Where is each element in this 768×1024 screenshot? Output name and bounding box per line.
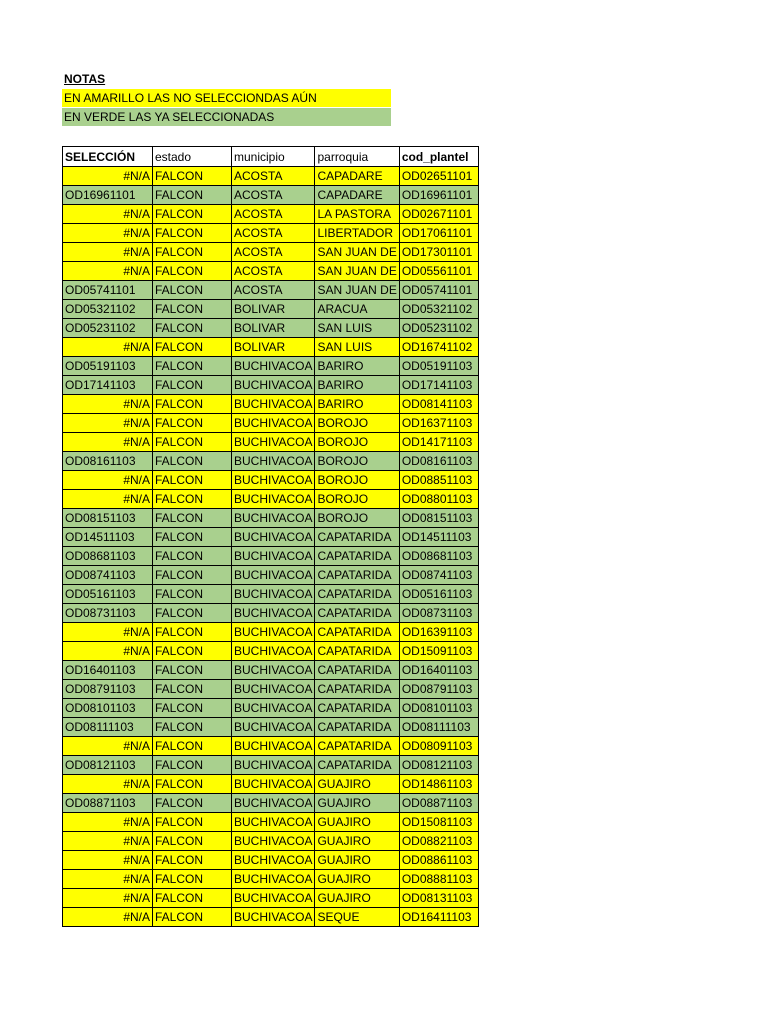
cell-estado[interactable]: FALCON: [153, 414, 232, 433]
cell-municipio[interactable]: BUCHIVACOA: [232, 851, 315, 870]
cell-estado[interactable]: FALCON: [153, 908, 232, 927]
cell-municipio[interactable]: ACOSTA: [232, 243, 315, 262]
cell-estado[interactable]: FALCON: [153, 623, 232, 642]
table-row: [63, 547, 479, 566]
cell-estado[interactable]: FALCON: [153, 680, 232, 699]
cell-estado[interactable]: FALCON: [153, 452, 232, 471]
cell-parroquia[interactable]: BOROJO: [315, 471, 399, 490]
cell-cod-plantel[interactable]: OD16371103: [399, 414, 478, 433]
cell-cod-plantel[interactable]: OD17061101: [399, 224, 478, 243]
cell-cod-plantel[interactable]: OD14171103: [399, 433, 478, 452]
cell-estado[interactable]: FALCON: [153, 737, 232, 756]
header-cod-plantel[interactable]: cod_plantel: [399, 147, 478, 167]
cell-seleccion[interactable]: #N/A: [63, 395, 153, 414]
cell-parroquia[interactable]: LA PASTORA: [315, 205, 399, 224]
table-row: [63, 680, 479, 699]
cell-seleccion[interactable]: OD05161103: [63, 585, 153, 604]
table-row: [63, 661, 479, 680]
cell-cod-plantel[interactable]: OD05161103: [399, 585, 478, 604]
cell-municipio[interactable]: ACOSTA: [232, 281, 315, 300]
cell-cod-plantel[interactable]: OD14861103: [399, 775, 478, 794]
cell-cod-plantel[interactable]: OD08731103: [399, 604, 478, 623]
table-row: [63, 167, 479, 186]
cell-parroquia[interactable]: GUAJIRO: [315, 813, 399, 832]
cell-municipio[interactable]: BUCHIVACOA: [232, 813, 315, 832]
cell-parroquia[interactable]: CAPATARIDA: [315, 547, 399, 566]
cell-seleccion[interactable]: #N/A: [63, 262, 153, 281]
cell-cod-plantel[interactable]: OD08861103: [399, 851, 478, 870]
cell-estado[interactable]: FALCON: [153, 224, 232, 243]
cell-seleccion[interactable]: #N/A: [63, 642, 153, 661]
table-row: [63, 870, 479, 889]
table-row: [63, 319, 479, 338]
cell-seleccion[interactable]: #N/A: [63, 224, 153, 243]
cell-parroquia[interactable]: SAN JUAN DE: [315, 281, 399, 300]
cell-estado[interactable]: FALCON: [153, 699, 232, 718]
cell-seleccion[interactable]: OD05231102: [63, 319, 153, 338]
cell-estado[interactable]: FALCON: [153, 604, 232, 623]
cell-seleccion[interactable]: #N/A: [63, 623, 153, 642]
cell-parroquia[interactable]: CAPADARE: [315, 186, 399, 205]
cell-municipio[interactable]: BUCHIVACOA: [232, 357, 315, 376]
cell-cod-plantel[interactable]: OD08851103: [399, 471, 478, 490]
cell-municipio[interactable]: BUCHIVACOA: [232, 623, 315, 642]
table-row: [63, 699, 479, 718]
cell-seleccion[interactable]: #N/A: [63, 870, 153, 889]
cell-seleccion[interactable]: OD08791103: [63, 680, 153, 699]
cell-cod-plantel[interactable]: OD15081103: [399, 813, 478, 832]
cell-estado[interactable]: FALCON: [153, 889, 232, 908]
table-row: [63, 813, 479, 832]
cell-parroquia[interactable]: SAN JUAN DE: [315, 262, 399, 281]
cell-estado[interactable]: FALCON: [153, 794, 232, 813]
cell-estado[interactable]: FALCON: [153, 566, 232, 585]
cell-municipio[interactable]: BUCHIVACOA: [232, 642, 315, 661]
cell-seleccion[interactable]: OD08121103: [63, 756, 153, 775]
cell-parroquia[interactable]: CAPATARIDA: [315, 566, 399, 585]
cell-cod-plantel[interactable]: OD14511103: [399, 528, 478, 547]
table-row: [63, 357, 479, 376]
cell-cod-plantel[interactable]: OD08801103: [399, 490, 478, 509]
cell-cod-plantel[interactable]: OD05231102: [399, 319, 478, 338]
cell-parroquia[interactable]: CAPATARIDA: [315, 585, 399, 604]
cell-estado[interactable]: FALCON: [153, 661, 232, 680]
cell-municipio[interactable]: BUCHIVACOA: [232, 661, 315, 680]
cell-cod-plantel[interactable]: OD08791103: [399, 680, 478, 699]
cell-parroquia[interactable]: BOROJO: [315, 433, 399, 452]
note-yellow-legend: EN AMARILLO LAS NO SELECCIONDAS AÚN: [62, 89, 391, 107]
cell-estado[interactable]: FALCON: [153, 319, 232, 338]
cell-cod-plantel[interactable]: OD05191103: [399, 357, 478, 376]
cell-municipio[interactable]: BUCHIVACOA: [232, 718, 315, 737]
cell-parroquia[interactable]: BOROJO: [315, 452, 399, 471]
cell-cod-plantel[interactable]: OD08141103: [399, 395, 478, 414]
cell-estado[interactable]: FALCON: [153, 167, 232, 186]
cell-parroquia[interactable]: ARACUA: [315, 300, 399, 319]
cell-municipio[interactable]: BUCHIVACOA: [232, 737, 315, 756]
cell-cod-plantel[interactable]: OD05741101: [399, 281, 478, 300]
header-seleccion[interactable]: SELECCIÓN: [63, 147, 153, 167]
table-row: [63, 281, 479, 300]
planteles-table: [62, 146, 479, 927]
cell-estado[interactable]: FALCON: [153, 338, 232, 357]
table-row: [63, 433, 479, 452]
cell-municipio[interactable]: ACOSTA: [232, 186, 315, 205]
cell-seleccion[interactable]: OD08161103: [63, 452, 153, 471]
cell-parroquia[interactable]: BARIRO: [315, 395, 399, 414]
table-row: [63, 756, 479, 775]
table-row: [63, 262, 479, 281]
cell-parroquia[interactable]: CAPATARIDA: [315, 604, 399, 623]
cell-estado[interactable]: FALCON: [153, 813, 232, 832]
cell-seleccion[interactable]: OD16961101: [63, 186, 153, 205]
cell-parroquia[interactable]: BOROJO: [315, 509, 399, 528]
cell-parroquia[interactable]: CAPADARE: [315, 167, 399, 186]
cell-municipio[interactable]: BOLIVAR: [232, 300, 315, 319]
table-row: [63, 224, 479, 243]
table-row: [63, 243, 479, 262]
table-row: [63, 832, 479, 851]
table-row: [63, 376, 479, 395]
cell-municipio[interactable]: ACOSTA: [232, 167, 315, 186]
cell-seleccion[interactable]: OD08731103: [63, 604, 153, 623]
cell-seleccion[interactable]: OD05321102: [63, 300, 153, 319]
cell-parroquia[interactable]: CAPATARIDA: [315, 642, 399, 661]
cell-estado[interactable]: FALCON: [153, 528, 232, 547]
table-row: [63, 737, 479, 756]
cell-cod-plantel[interactable]: OD05321102: [399, 300, 478, 319]
cell-municipio[interactable]: BUCHIVACOA: [232, 870, 315, 889]
cell-municipio[interactable]: BUCHIVACOA: [232, 433, 315, 452]
table-row: [63, 300, 479, 319]
cell-seleccion[interactable]: #N/A: [63, 889, 153, 908]
cell-cod-plantel[interactable]: OD16411103: [399, 908, 478, 927]
cell-municipio[interactable]: BUCHIVACOA: [232, 680, 315, 699]
cell-seleccion[interactable]: OD08101103: [63, 699, 153, 718]
cell-parroquia[interactable]: BOROJO: [315, 490, 399, 509]
cell-municipio[interactable]: BUCHIVACOA: [232, 604, 315, 623]
cell-seleccion[interactable]: OD16401103: [63, 661, 153, 680]
cell-estado[interactable]: FALCON: [153, 756, 232, 775]
cell-estado[interactable]: FALCON: [153, 376, 232, 395]
cell-seleccion[interactable]: #N/A: [63, 471, 153, 490]
cell-estado[interactable]: FALCON: [153, 585, 232, 604]
cell-seleccion[interactable]: OD08681103: [63, 547, 153, 566]
cell-municipio[interactable]: BUCHIVACOA: [232, 756, 315, 775]
notes-title: NOTAS: [64, 72, 106, 86]
cell-seleccion[interactable]: #N/A: [63, 832, 153, 851]
cell-estado[interactable]: FALCON: [153, 186, 232, 205]
cell-municipio[interactable]: BUCHIVACOA: [232, 566, 315, 585]
cell-municipio[interactable]: BUCHIVACOA: [232, 832, 315, 851]
table-row: [63, 851, 479, 870]
table-row: [63, 775, 479, 794]
cell-cod-plantel[interactable]: OD08121103: [399, 756, 478, 775]
cell-cod-plantel[interactable]: OD05561101: [399, 262, 478, 281]
cell-parroquia[interactable]: CAPATARIDA: [315, 623, 399, 642]
cell-seleccion[interactable]: #N/A: [63, 775, 153, 794]
cell-cod-plantel[interactable]: OD08741103: [399, 566, 478, 585]
table-row: [63, 794, 479, 813]
cell-parroquia[interactable]: CAPATARIDA: [315, 737, 399, 756]
cell-cod-plantel[interactable]: OD08821103: [399, 832, 478, 851]
cell-estado[interactable]: FALCON: [153, 832, 232, 851]
table-row: [63, 471, 479, 490]
cell-parroquia[interactable]: GUAJIRO: [315, 851, 399, 870]
cell-cod-plantel[interactable]: OD17141103: [399, 376, 478, 395]
cell-seleccion[interactable]: #N/A: [63, 851, 153, 870]
cell-cod-plantel[interactable]: OD16391103: [399, 623, 478, 642]
cell-municipio[interactable]: BUCHIVACOA: [232, 490, 315, 509]
cell-cod-plantel[interactable]: OD08871103: [399, 794, 478, 813]
cell-estado[interactable]: FALCON: [153, 281, 232, 300]
cell-estado[interactable]: FALCON: [153, 243, 232, 262]
cell-municipio[interactable]: BOLIVAR: [232, 338, 315, 357]
table-row: [63, 338, 479, 357]
cell-parroquia[interactable]: CAPATARIDA: [315, 699, 399, 718]
table-body: [63, 167, 479, 927]
cell-estado[interactable]: FALCON: [153, 471, 232, 490]
cell-municipio[interactable]: BUCHIVACOA: [232, 889, 315, 908]
cell-municipio[interactable]: ACOSTA: [232, 262, 315, 281]
table-row: [63, 509, 479, 528]
cell-seleccion[interactable]: OD08111103: [63, 718, 153, 737]
cell-municipio[interactable]: BUCHIVACOA: [232, 471, 315, 490]
table-row: [63, 528, 479, 547]
table-row: [63, 186, 479, 205]
cell-parroquia[interactable]: GUAJIRO: [315, 775, 399, 794]
cell-parroquia[interactable]: CAPATARIDA: [315, 528, 399, 547]
cell-estado[interactable]: FALCON: [153, 870, 232, 889]
cell-seleccion[interactable]: #N/A: [63, 490, 153, 509]
cell-estado[interactable]: FALCON: [153, 357, 232, 376]
cell-seleccion[interactable]: #N/A: [63, 813, 153, 832]
cell-cod-plantel[interactable]: OD02671101: [399, 205, 478, 224]
cell-parroquia[interactable]: GUAJIRO: [315, 889, 399, 908]
cell-seleccion[interactable]: #N/A: [63, 433, 153, 452]
header-parroquia[interactable]: parroquia: [315, 147, 399, 167]
cell-estado[interactable]: FALCON: [153, 547, 232, 566]
cell-seleccion[interactable]: #N/A: [63, 205, 153, 224]
cell-municipio[interactable]: BUCHIVACOA: [232, 585, 315, 604]
cell-municipio[interactable]: BUCHIVACOA: [232, 528, 315, 547]
cell-seleccion[interactable]: #N/A: [63, 737, 153, 756]
cell-seleccion[interactable]: #N/A: [63, 243, 153, 262]
cell-estado[interactable]: FALCON: [153, 262, 232, 281]
cell-seleccion[interactable]: OD08741103: [63, 566, 153, 585]
cell-cod-plantel[interactable]: OD17301101: [399, 243, 478, 262]
cell-municipio[interactable]: BUCHIVACOA: [232, 395, 315, 414]
cell-estado[interactable]: FALCON: [153, 433, 232, 452]
cell-parroquia[interactable]: SEQUE: [315, 908, 399, 927]
cell-estado[interactable]: FALCON: [153, 851, 232, 870]
cell-seleccion[interactable]: OD17141103: [63, 376, 153, 395]
cell-seleccion[interactable]: #N/A: [63, 908, 153, 927]
table-row: [63, 604, 479, 623]
cell-cod-plantel[interactable]: OD08681103: [399, 547, 478, 566]
cell-parroquia[interactable]: GUAJIRO: [315, 870, 399, 889]
cell-municipio[interactable]: ACOSTA: [232, 205, 315, 224]
cell-municipio[interactable]: BUCHIVACOA: [232, 908, 315, 927]
cell-parroquia[interactable]: BARIRO: [315, 376, 399, 395]
cell-parroquia[interactable]: CAPATARIDA: [315, 661, 399, 680]
cell-parroquia[interactable]: CAPATARIDA: [315, 718, 399, 737]
table-row: [63, 908, 479, 927]
cell-cod-plantel[interactable]: OD16741102: [399, 338, 478, 357]
cell-cod-plantel[interactable]: OD08091103: [399, 737, 478, 756]
cell-seleccion[interactable]: OD08151103: [63, 509, 153, 528]
cell-parroquia[interactable]: SAN LUIS: [315, 319, 399, 338]
cell-parroquia[interactable]: GUAJIRO: [315, 794, 399, 813]
cell-seleccion[interactable]: OD08871103: [63, 794, 153, 813]
header-row: [63, 147, 479, 167]
cell-municipio[interactable]: BUCHIVACOA: [232, 699, 315, 718]
cell-estado[interactable]: FALCON: [153, 775, 232, 794]
cell-cod-plantel[interactable]: OD08111103: [399, 718, 478, 737]
cell-estado[interactable]: FALCON: [153, 642, 232, 661]
cell-municipio[interactable]: BUCHIVACOA: [232, 452, 315, 471]
cell-municipio[interactable]: BUCHIVACOA: [232, 794, 315, 813]
cell-parroquia[interactable]: CAPATARIDA: [315, 680, 399, 699]
table-row: [63, 623, 479, 642]
cell-municipio[interactable]: BUCHIVACOA: [232, 509, 315, 528]
cell-seleccion[interactable]: OD05741101: [63, 281, 153, 300]
notes-section: [62, 70, 391, 127]
cell-municipio[interactable]: BUCHIVACOA: [232, 547, 315, 566]
cell-seleccion[interactable]: #N/A: [63, 338, 153, 357]
cell-estado[interactable]: FALCON: [153, 395, 232, 414]
table-row: [63, 889, 479, 908]
table-row: [63, 452, 479, 471]
cell-municipio[interactable]: BUCHIVACOA: [232, 775, 315, 794]
cell-cod-plantel[interactable]: OD08131103: [399, 889, 478, 908]
cell-parroquia[interactable]: SAN JUAN DE: [315, 243, 399, 262]
table-row: [63, 585, 479, 604]
cell-cod-plantel[interactable]: OD08101103: [399, 699, 478, 718]
note-green-legend: EN VERDE LAS YA SELECCIONADAS: [62, 108, 391, 126]
table-row: [63, 566, 479, 585]
cell-parroquia[interactable]: BOROJO: [315, 414, 399, 433]
header-municipio[interactable]: municipio: [232, 147, 315, 167]
cell-municipio[interactable]: BUCHIVACOA: [232, 414, 315, 433]
cell-estado[interactable]: FALCON: [153, 490, 232, 509]
cell-cod-plantel[interactable]: OD16961101: [399, 186, 478, 205]
table-row: [63, 642, 479, 661]
cell-estado[interactable]: FALCON: [153, 509, 232, 528]
cell-cod-plantel[interactable]: OD08161103: [399, 452, 478, 471]
cell-cod-plantel[interactable]: OD15091103: [399, 642, 478, 661]
cell-cod-plantel[interactable]: OD08881103: [399, 870, 478, 889]
cell-cod-plantel[interactable]: OD02651101: [399, 167, 478, 186]
cell-cod-plantel[interactable]: OD16401103: [399, 661, 478, 680]
cell-parroquia[interactable]: LIBERTADOR: [315, 224, 399, 243]
cell-estado[interactable]: FALCON: [153, 300, 232, 319]
header-estado[interactable]: estado: [153, 147, 232, 167]
cell-seleccion[interactable]: OD14511103: [63, 528, 153, 547]
cell-parroquia[interactable]: BARIRO: [315, 357, 399, 376]
cell-municipio[interactable]: ACOSTA: [232, 224, 315, 243]
table-row: [63, 205, 479, 224]
cell-seleccion[interactable]: OD05191103: [63, 357, 153, 376]
cell-estado[interactable]: FALCON: [153, 205, 232, 224]
cell-parroquia[interactable]: GUAJIRO: [315, 832, 399, 851]
table-row: [63, 395, 479, 414]
cell-seleccion[interactable]: #N/A: [63, 414, 153, 433]
cell-municipio[interactable]: BOLIVAR: [232, 319, 315, 338]
table-row: [63, 718, 479, 737]
cell-cod-plantel[interactable]: OD08151103: [399, 509, 478, 528]
table-row: [63, 490, 479, 509]
cell-municipio[interactable]: BUCHIVACOA: [232, 376, 315, 395]
table-row: [63, 414, 479, 433]
cell-parroquia[interactable]: SAN LUIS: [315, 338, 399, 357]
cell-parroquia[interactable]: CAPATARIDA: [315, 756, 399, 775]
cell-seleccion[interactable]: #N/A: [63, 167, 153, 186]
cell-estado[interactable]: FALCON: [153, 718, 232, 737]
